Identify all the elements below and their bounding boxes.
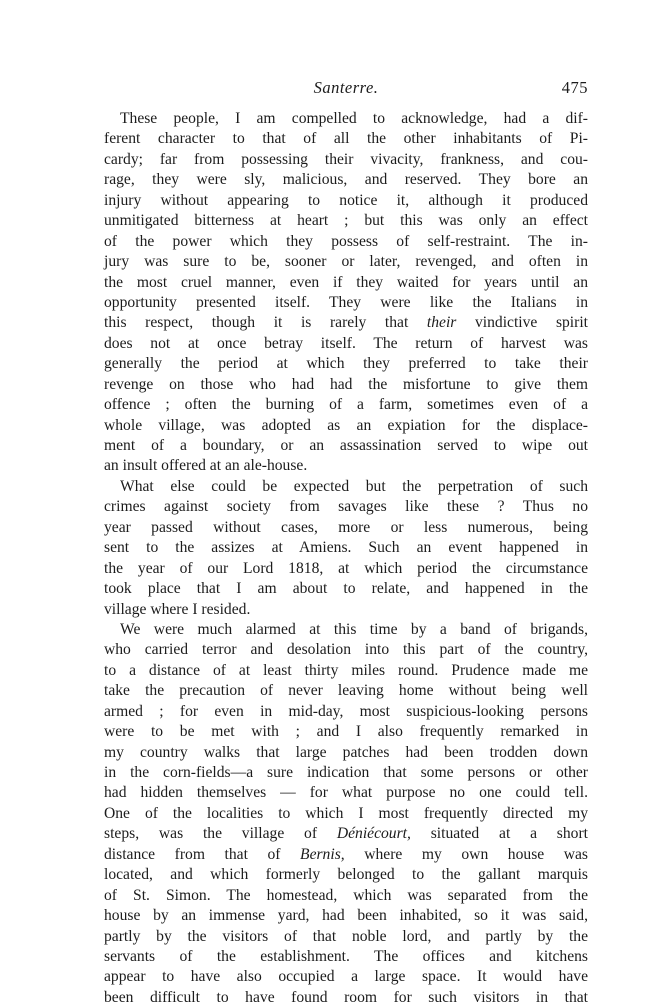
text-line: of St. Simon. The homestead, which was separated from the — [104, 886, 588, 904]
text-line: offence ; often the burning of a farm, sometimes even of a — [104, 396, 588, 414]
text-line: We were much alarmed at this time by a band of brigands, — [120, 620, 588, 638]
text-line: to a distance of at least thirty miles round. Prudence made me — [104, 661, 588, 679]
italic-text: Déniécourt, — [336, 825, 411, 843]
text-fragment: distance from that of — [104, 845, 301, 863]
text-line: ment of a boundary, or an assassination served to wipe out — [104, 437, 588, 454]
text-line: take the precaution of never leaving home without being well — [104, 682, 588, 700]
text-line: What else could be expected but the perpetration of such — [120, 477, 588, 495]
page-number: 475 — [561, 78, 588, 97]
text-line: appear to have also occupied a large space. It would have — [104, 968, 588, 986]
text-fragment: steps, was the village of — [104, 825, 337, 843]
running-header — [104, 78, 588, 100]
text-line: year passed without cases, more or less numerous, being — [104, 518, 588, 536]
text-line: my country walks that large patches had been trodden down — [104, 743, 588, 761]
text-line: servants of the establishment. The offices and kitchens — [104, 947, 588, 965]
italic-text: Bernis, — [300, 845, 345, 863]
text-line: located, and which formerly belonged to the gallant marquis — [104, 866, 588, 884]
text-line: the year of our Lord 1818, at which period the circumstance — [104, 559, 588, 577]
text-line: took place that I am about to relate, and happened in the — [104, 580, 588, 598]
text-line: of the power which they possess of self-restraint. The in- — [104, 232, 588, 250]
text-line: armed ; for even in mid-day, most suspicious-looking persons — [104, 702, 588, 720]
text-line: partly by the visitors of that noble lord, and partly by the — [104, 927, 588, 945]
text-line: the most cruel manner, even if they waited for years until an — [104, 273, 588, 291]
running-title: Santerre. — [313, 78, 379, 97]
text-line: revenge on those who had had the misfortune to give them — [104, 375, 588, 393]
text-fragment: this respect, though it is rarely that — [104, 314, 427, 332]
text-line: been difficult to have found room for such visitors in that — [104, 988, 588, 1006]
text-fragment: situated at a short — [410, 825, 588, 843]
text-line: were to be met with ; and I also frequently remarked in — [104, 723, 588, 741]
text-line: house by an immense yard, had been inhabited, so it was said, — [104, 907, 588, 925]
text-line: village where I resided. — [104, 600, 251, 618]
text-line: whole village, was adopted as an expiation for the displace- — [104, 416, 588, 434]
book-page — [104, 78, 588, 1008]
text-line: who carried terror and desolation into this part of the country, — [104, 641, 588, 659]
text-line: opportunity presented itself. They were like the Italians in — [104, 293, 588, 311]
text-line: cardy; far from possessing their vivacity, frankness, and cou- — [104, 150, 588, 168]
text-fragment: where my own house was — [344, 845, 589, 863]
text-line: had hidden themselves — for what purpose no one could tell. — [104, 784, 588, 802]
text-line: These people, I am compelled to acknowledge, had a dif- — [120, 110, 588, 127]
text-line: unmitigated bitterness at heart ; but this was only an effect — [104, 212, 588, 230]
body-text — [104, 109, 588, 1008]
text-line: generally the period at which they preferred to take their — [104, 355, 588, 373]
text-line — [104, 845, 588, 865]
text-line: an insult offered at an ale-house. — [104, 457, 308, 475]
text-line — [104, 313, 588, 333]
text-line: in the corn-fields—a sure indication that some persons or other — [104, 764, 588, 781]
text-line: does not at once betray itself. The return of harvest was — [104, 334, 588, 352]
text-line — [104, 824, 588, 844]
text-line: crimes against society from savages like these ? Thus no — [104, 498, 588, 516]
text-line: One of the localities to which I most frequently directed my — [104, 804, 588, 822]
text-line: ferent character to that of all the other inhabitants of Pi- — [104, 130, 588, 148]
text-line: injury without appearing to notice it, although it produced — [104, 191, 588, 209]
text-line: sent to the assizes at Amiens. Such an event happened in — [104, 539, 588, 557]
text-line: rage, they were sly, malicious, and reserved. They bore an — [104, 171, 588, 189]
text-line: jury was sure to be, sooner or later, revenged, and often in — [104, 253, 588, 271]
italic-text: their — [426, 314, 457, 332]
text-fragment: vindictive spirit — [456, 314, 588, 332]
